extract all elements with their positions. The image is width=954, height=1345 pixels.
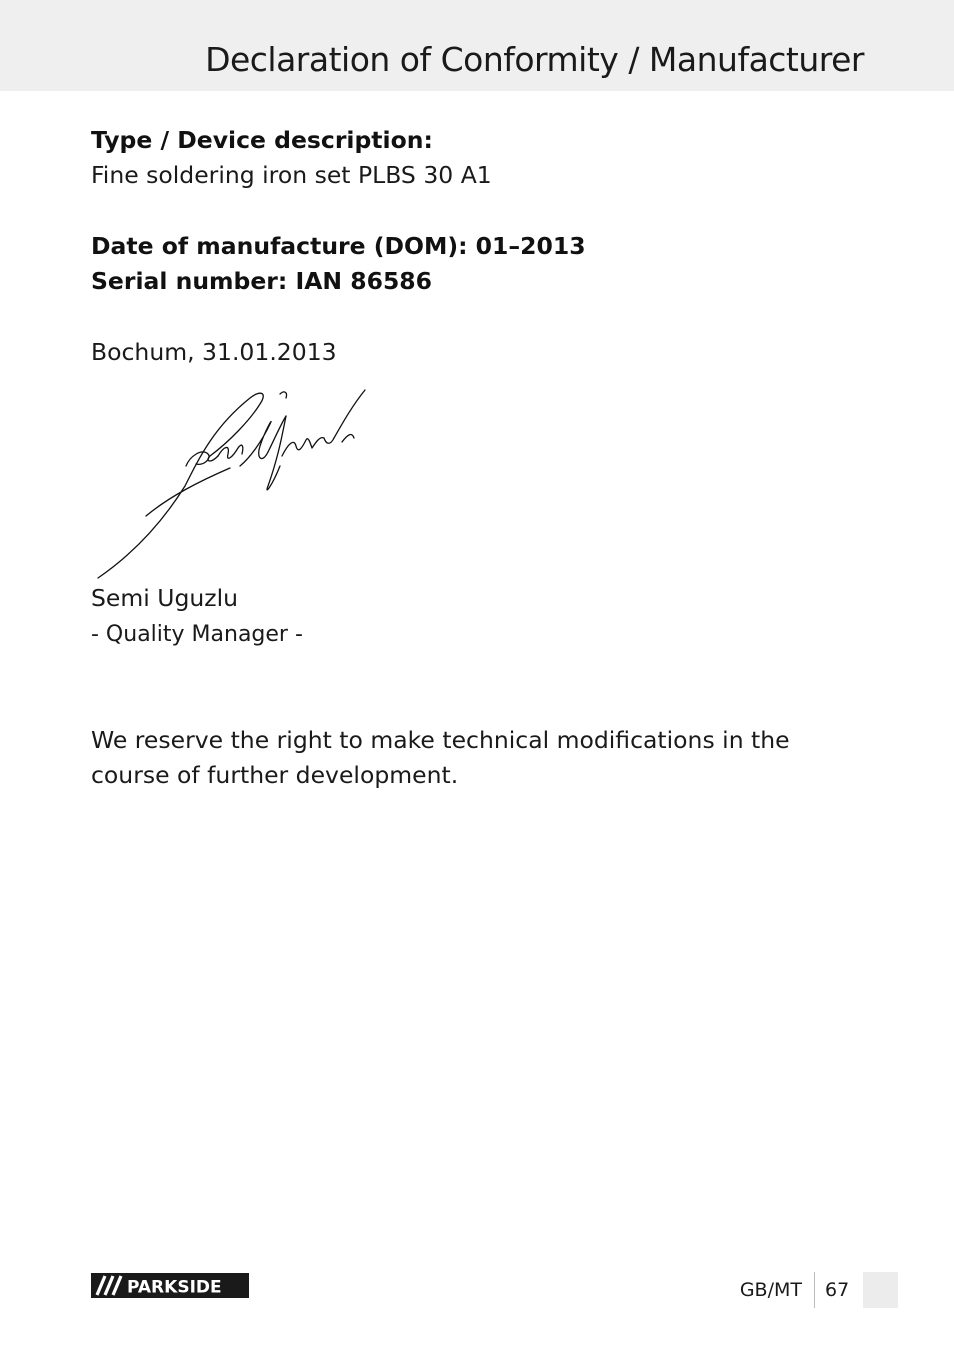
footer-page-info	[740, 1272, 898, 1308]
technical-modifications-note: We reserve the right to make technical modifications in the course of further development.	[91, 726, 790, 789]
brand-text: PARKSIDE	[127, 1277, 222, 1298]
language-code: GB/MT	[740, 1272, 815, 1308]
date-of-manufacture: Date of manufacture (DOM): 01–2013	[91, 232, 586, 260]
signatory-name: Semi Uguzlu	[91, 584, 239, 612]
page-number: 67	[825, 1279, 850, 1301]
signatory-role: - Quality Manager -	[91, 622, 303, 647]
device-description: Fine soldering iron set PLBS 30 A1	[91, 161, 492, 189]
signature-image	[90, 386, 375, 586]
serial-number: Serial number: IAN 86586	[91, 267, 433, 295]
place-date: Bochum, 31.01.2013	[91, 338, 337, 366]
page-tab-marker	[863, 1272, 898, 1308]
header-band	[0, 0, 954, 91]
page-title: Declaration of Conformity / Manufacturer	[205, 40, 864, 79]
device-label: Type / Device description:	[91, 126, 433, 154]
parkside-logo	[91, 1273, 249, 1298]
